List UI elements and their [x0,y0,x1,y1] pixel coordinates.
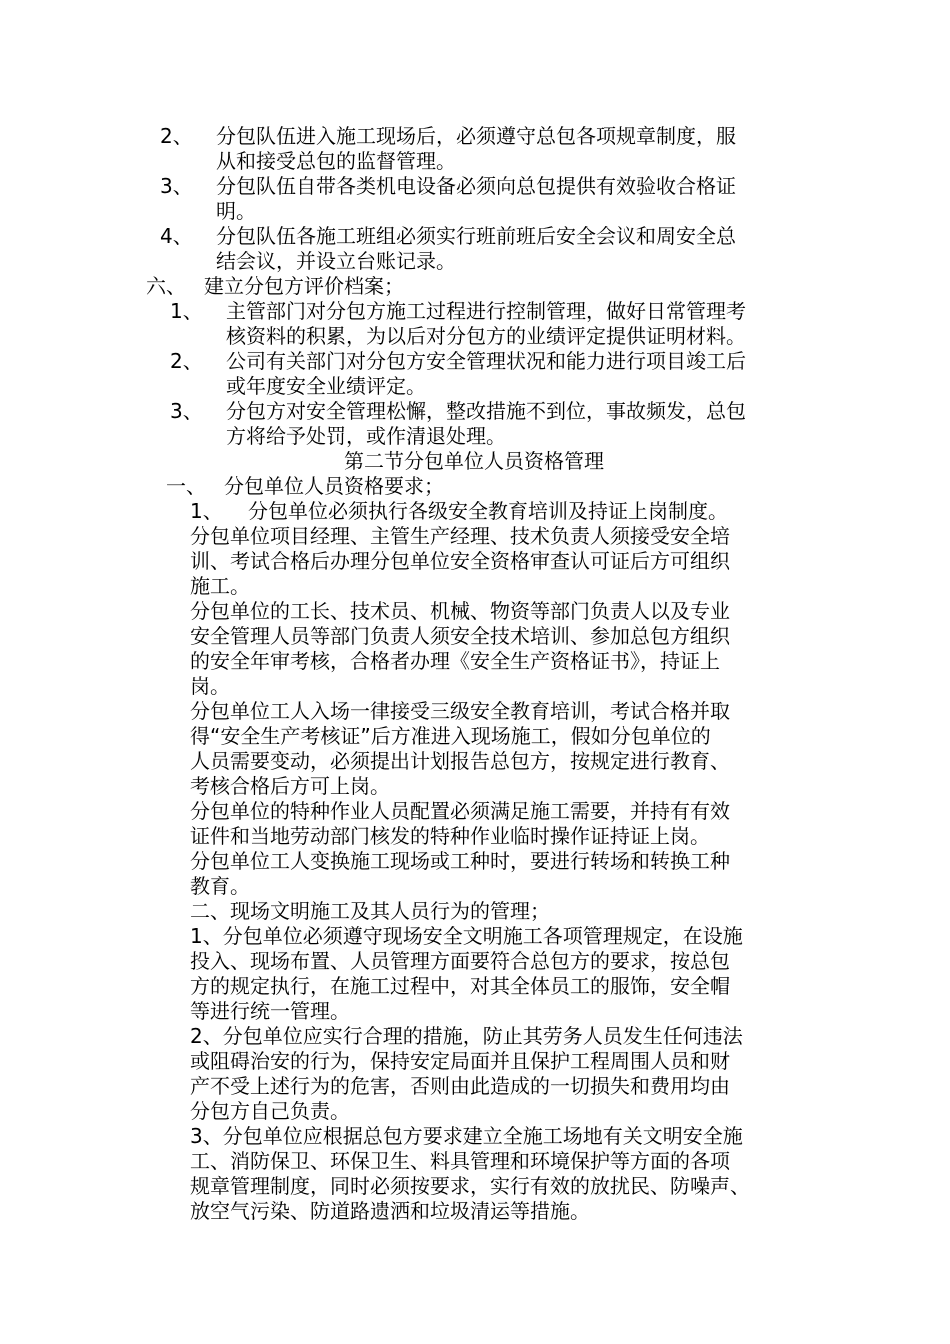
text-line: 工、消防保卫、环保卫生、料具管理和环境保护等方面的各项 [190,1149,730,1173]
text-line: 从和接受总包的监督管理。 [216,149,456,173]
text-line: 训、考试合格后办理分包单位安全资格审查认可证后方可组织 [190,549,730,573]
text-line: 安全管理人员等部门负责人须安全技术培训、参加总包方组织 [190,624,730,648]
text-line: 方的规定执行，在施工过程中，对其全体员工的服饰，安全帽 [190,974,730,998]
text-line: 3、分包单位应根据总包方要求建立全施工场地有关文明安全施 [190,1124,743,1148]
subsection-heading: 二、现场文明施工及其人员行为的管理； [190,899,550,923]
text-line: 分包队伍进入施工现场后，必须遵守总包各项规章制度，服 [216,124,736,148]
text-line: 核资料的积累，为以后对分包方的业绩评定提供证明材料。 [226,324,746,348]
text-line: 分包方对安全管理松懈，整改措施不到位，事故频发，总包 [226,399,746,423]
text-line: 人员需要变动，必须提出计划报告总包方，按规定进行教育、 [190,749,730,773]
text-line: 分包单位的工长、技术员、机械、物资等部门负责人以及专业 [190,599,730,623]
text-line: 分包单位的特种作业人员配置必须满足施工需要，并持有有效 [190,799,730,823]
text-line: 得“安全生产考核证”后方准进入现场施工，假如分包单位的 [190,724,711,748]
text-line: 分包队伍自带各类机电设备必须向总包提供有效验收合格证 [216,174,736,198]
text-line: 分包方自己负责。 [190,1099,350,1123]
section-number: 六、 [146,274,186,298]
text-line: 产不受上述行为的危害，否则由此造成的一切损失和费用均由 [190,1074,730,1098]
heading-number: 一、 [166,474,206,498]
text-line: 等进行统一管理。 [190,999,350,1023]
item-number: 3、 [170,399,203,423]
text-line: 或阻碍治安的行为，保持安定局面并且保护工程周围人员和财 [190,1049,730,1073]
text-line: 规章管理制度，同时必须按要求，实行有效的放扰民、防噪声、 [190,1174,750,1198]
text-line: 或年度安全业绩评定。 [226,374,426,398]
text-line: 分包单位工人变换施工现场或工种时，要进行转场和转换工种 [190,849,730,873]
heading-text: 分包单位人员资格要求； [224,474,444,498]
item-number: 2、 [160,124,193,148]
text-line: 分包队伍各施工班组必须实行班前班后安全会议和周安全总 [216,224,736,248]
section-title: 第二节分包单位人员资格管理 [344,449,604,473]
text-line: 投入、现场布置、人员管理方面要符合总包方的要求，按总包 [190,949,730,973]
text-line: 考核合格后方可上岗。 [190,774,390,798]
text-line: 2、分包单位应实行合理的措施，防止其劳务人员发生任何违法 [190,1024,743,1048]
text-line: 方将给予处罚，或作清退处理。 [226,424,506,448]
text-line: 分包单位工人入场一律接受三级安全教育培训，考试合格并取 [190,699,730,723]
text-line: 的安全年审考核，合格者办理《安全生产资格证书》，持证上 [190,649,720,673]
section-heading: 建立分包方评价档案； [204,274,404,298]
item-number: 1、 [170,299,203,323]
text-line: 1、分包单位必须遵守现场安全文明施工各项管理规定，在设施 [190,924,743,948]
item-number: 2、 [170,349,203,373]
item-number: 4、 [160,224,193,248]
text-line: 主管部门对分包方施工过程进行控制管理，做好日常管理考 [226,299,746,323]
text-line: 放空气污染、防道路遗洒和垃圾清运等措施。 [190,1199,590,1223]
item-number: 3、 [160,174,193,198]
text-line: 施工。 [190,574,250,598]
text-line: 分包单位项目经理、主管生产经理、技术负责人须接受安全培 [190,524,730,548]
text-line: 岗。 [190,674,230,698]
text-line: 证件和当地劳动部门核发的特种作业临时操作证持证上岗。 [190,824,710,848]
text-line: 教育。 [190,874,250,898]
text-line: 公司有关部门对分包方安全管理状况和能力进行项目竣工后 [226,349,746,373]
text-line: 明。 [216,199,256,223]
item-number: 1、 [190,499,223,523]
text-line: 结会议，并设立台账记录。 [216,249,456,273]
text-line: 分包单位必须执行各级安全教育培训及持证上岗制度。 [248,499,728,523]
